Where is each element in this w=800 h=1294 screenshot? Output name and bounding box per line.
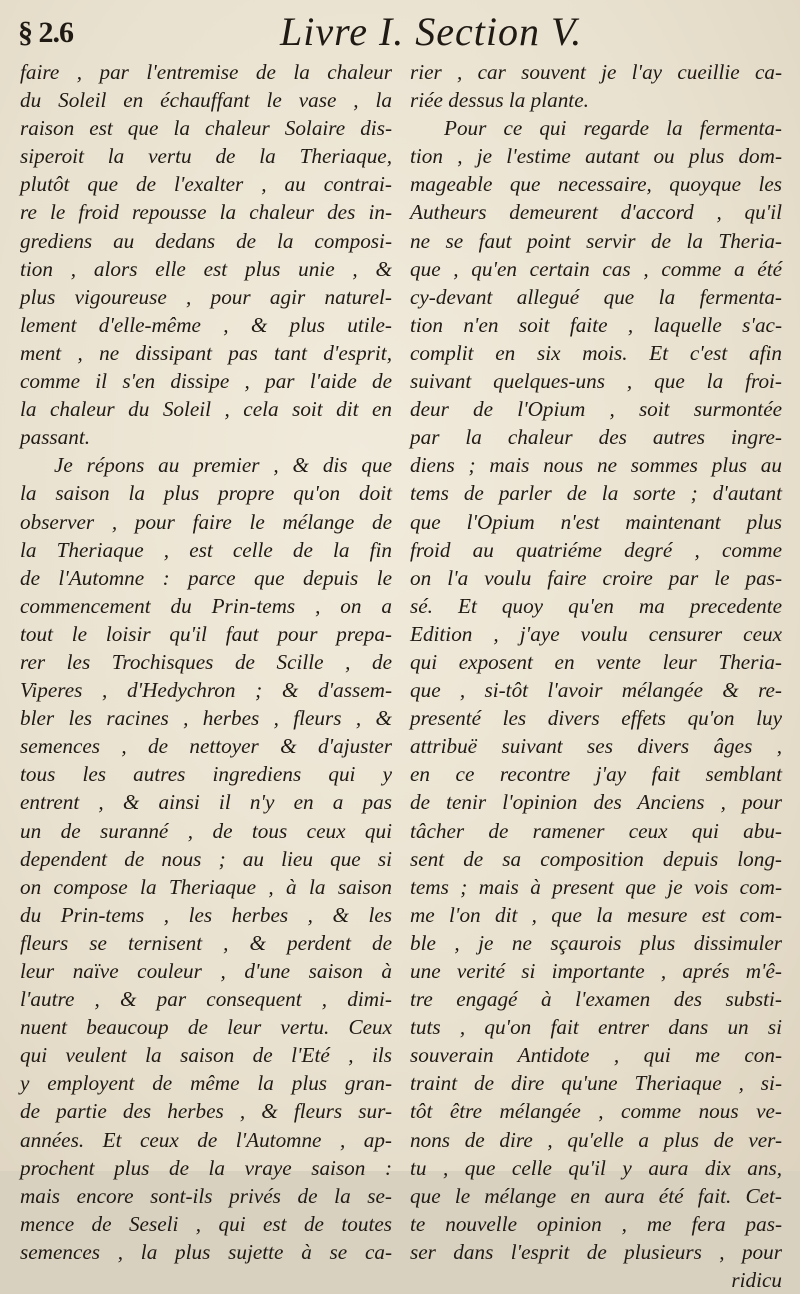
text-line: on compose la Theriaque , à la saison	[20, 874, 392, 899]
text-line: tôt être mélangée , comme nous ve-	[410, 1099, 782, 1124]
text-line: tems de parler de la sorte ; d'autant	[410, 481, 782, 506]
text-line: raison est que la chaleur Solaire dis-	[20, 116, 392, 141]
text-line: complit en six mois. Et c'est afin	[410, 340, 782, 365]
text-line: te nouvelle opinion , me fera pas-	[410, 1211, 782, 1236]
text-line: suivant quelques-uns , que la froi-	[410, 369, 782, 394]
text-line: traint de dire qu'une Theriaque , si-	[410, 1071, 782, 1096]
text-line: du Soleil en échauffant le vase , la	[20, 88, 392, 113]
text-line: nons de dire , qu'elle a plus de ver-	[410, 1127, 782, 1152]
text-line: mence de Seseli , qui est de toutes	[20, 1211, 392, 1236]
text-line: plus vigoureuse , pour agir naturel-	[20, 284, 392, 309]
text-line: que l'Opium n'est maintenant plus	[410, 509, 782, 534]
text-line: re le froid repousse la chaleur des in-	[20, 200, 392, 225]
text-line: rer les Trochisques de Scille , de	[20, 649, 392, 674]
text-line: comme il s'en dissipe , par l'aide de	[20, 369, 392, 394]
text-line: semences , de nettoyer & d'ajuster	[20, 734, 392, 759]
text-line: fleurs se ternisent , & perdent de	[20, 930, 392, 955]
text-line: Viperes , d'Hedychron ; & d'assem-	[20, 678, 392, 703]
text-line: nuent beaucoup de leur vertu. Ceux	[20, 1015, 392, 1040]
text-line: passant.	[20, 425, 91, 450]
text-line: dependent de nous ; au lieu que si	[20, 846, 392, 871]
text-line: froid au quatriéme degré , comme	[410, 537, 782, 562]
text-line: semences , la plus sujette à se ca-	[20, 1239, 392, 1264]
text-line: on l'a voulu faire croire par le pas-	[410, 565, 782, 590]
text-line: en ce recontre j'ay fait semblant	[410, 762, 782, 787]
text-line: ble , je ne sçaurois plus dissimuler	[410, 930, 782, 955]
text-line: bler les racines , herbes , fleurs , &	[20, 706, 392, 731]
text-line: leur naïve couleur , d'une saison à	[20, 959, 392, 983]
text-line: y employent de même la plus gran-	[20, 1071, 392, 1096]
text-line: tre engagé à l'examen des substi-	[410, 987, 782, 1012]
text-line: plutôt que de l'exalter , au contrai-	[20, 172, 392, 197]
text-line: qui exposent en vente leur Theria-	[410, 649, 782, 674]
text-line: du Prin-tems , les herbes , & les	[20, 902, 392, 927]
text-line: qui veulent la saison de l'Eté , ils	[20, 1043, 392, 1068]
text-line: Je répons au premier , & dis que	[54, 453, 392, 478]
text-line: de l'Automne : parce que depuis le	[20, 565, 392, 590]
text-line: une verité si importante , aprés m'ê-	[410, 959, 782, 983]
text-line: rier , car souvent je l'ay cueillie ca-	[410, 60, 782, 84]
text-line: cy-devant allegué que la fermenta-	[410, 284, 782, 309]
text-line: mageable que necessaire, quoyque les	[410, 172, 782, 197]
text-line: lement d'elle-même , & plus utile-	[20, 312, 392, 337]
text-line: faire , par l'entremise de la chaleur	[20, 60, 392, 84]
text-line: siperoit la vertu de la Theriaque,	[20, 144, 392, 169]
text-line: années. Et ceux de l'Automne , ap-	[20, 1127, 392, 1152]
text-line: diens ; mais nous ne sommes plus au	[410, 453, 782, 478]
text-line: ridicu	[731, 1268, 782, 1293]
text-line: sé. Et quoy qu'en ma precedente	[410, 593, 782, 618]
text-line: deur de l'Opium , soit surmontée	[410, 397, 782, 422]
page-header	[0, 6, 800, 54]
text-line: tems ; mais à present que je vois com-	[410, 874, 782, 899]
text-line: riée dessus la plante.	[410, 88, 589, 113]
text-line: prochent plus de la vraye saison :	[20, 1155, 392, 1180]
text-line: de tenir l'opinion des Anciens , pour	[410, 790, 782, 815]
text-line: que , si-tôt l'avoir mélangée & re-	[410, 678, 782, 703]
right-text-column	[410, 58, 782, 1294]
text-line: Autheurs demeurent d'accord , qu'il	[410, 200, 782, 225]
text-line: grediens au dedans de la composi-	[20, 228, 392, 253]
text-line: l'autre , & par consequent , dimi-	[20, 987, 392, 1012]
text-line: Pour ce qui regarde la fermenta-	[444, 116, 782, 141]
text-line: observer , pour faire le mélange de	[20, 509, 392, 534]
text-line: la Theriaque , est celle de la fin	[20, 537, 392, 562]
text-line: presenté les divers effets qu'on luy	[410, 706, 782, 731]
text-line: que le mélange en aura été fait. Cet-	[410, 1183, 782, 1208]
text-line: un de suranné , de tous ceux qui	[20, 818, 392, 843]
text-line: que , qu'en certain cas , comme a été	[410, 256, 782, 281]
text-line: souverain Antidote , qui me con-	[410, 1043, 782, 1068]
text-line: la chaleur du Soleil , cela soit dit en	[20, 397, 392, 422]
text-line: commencement du Prin-tems , on a	[20, 593, 392, 618]
running-title: Livre I. Section V.	[280, 9, 583, 54]
text-line: tion n'en soit faite , laquelle s'ac-	[410, 312, 782, 337]
text-line: tuts , qu'on fait entrer dans un si	[410, 1015, 782, 1040]
text-line: ne se faut point servir de la Theria-	[410, 228, 782, 253]
text-line: ser dans l'esprit de plusieurs , pour	[410, 1239, 782, 1264]
text-line: me l'on dit , que la mesure est com-	[410, 902, 782, 927]
text-line: tion , je l'estime autant ou plus dom-	[410, 144, 782, 169]
text-line: ment , ne dissipant pas tant d'esprit,	[20, 340, 392, 365]
text-line: tion , alors elle est plus unie , &	[20, 256, 392, 281]
text-line: la saison la plus propre qu'on doit	[20, 481, 392, 506]
text-line: tu , que celle qu'il y aura dix ans,	[410, 1155, 782, 1180]
text-line: sent de sa composition depuis long-	[410, 846, 782, 871]
text-line: tout le loisir qu'il faut pour prepa-	[20, 621, 392, 646]
text-line: tous les autres ingrediens qui y	[20, 762, 392, 787]
text-line: par la chaleur des autres ingre-	[410, 425, 782, 450]
text-line: tâcher de ramener ceux qui abu-	[410, 818, 782, 843]
text-line: mais encore sont-ils privés de la se-	[20, 1183, 392, 1208]
text-line: attribuë suivant ses divers âges ,	[410, 734, 782, 759]
page-number: § 2.6	[18, 16, 73, 49]
text-line: Edition , j'aye voulu censurer ceux	[410, 621, 782, 646]
left-text-column	[20, 58, 392, 1266]
text-line: entrent , & ainsi il n'y en a pas	[20, 790, 392, 815]
text-line: de partie des herbes , & fleurs sur-	[20, 1099, 392, 1124]
